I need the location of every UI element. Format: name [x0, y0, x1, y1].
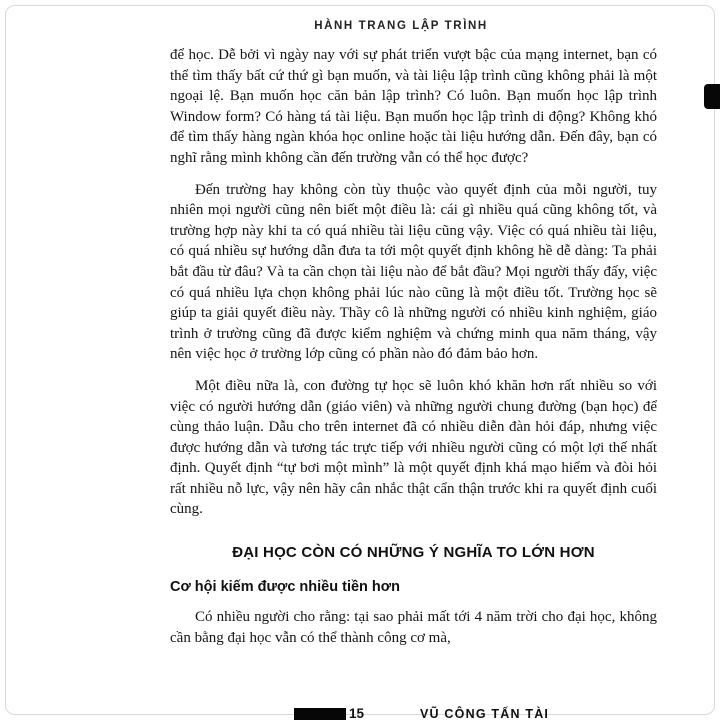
author-name: VŨ CÔNG TẤN TÀI: [420, 707, 550, 720]
scan-artifact-right-edge: [704, 84, 720, 109]
paragraph: Một điều nữa là, con đường tự học sẽ luôn khó khăn hơn rất nhiều so với việc có người hướng dẫn (giáo viên) và những người chung đường (bạn học) để cùng thảo luận. Dẫu cho trên internet đã có nhiều diễn đàn hỏi đáp, nhưng việc được hướng dẫn và tương tác trực tiếp với nhiều người cũng có một lợi thế nhất định. Quyết định “tự bơi một mình” là một quyết định khá mạo hiểm và đòi hỏi rất nhiều nỗ lực, vậy nên hãy cân nhắc thật cẩn thận trước khi ra quyết định cuối cùng.: [170, 377, 657, 518]
paragraph: Có nhiều người cho rằng: tại sao phải mất tới 4 năm trời cho đại học, không cần bằng đại học vẫn có thể thành công cơ mà,: [170, 609, 657, 646]
paragraph: Đến trường hay không còn tùy thuộc vào quyết định của mỗi người, tuy nhiên mọi người cũng nên biết một điều là: cái gì nhiều quá cũng không tốt, và trường hợp này khi ta có quá nhiều tài liệu cũng vậy. Việc có quá nhiều tài liệu, có quá nhiều sự hướng dẫn đưa ta tới một quyết định không hề dễ dàng: Ta phải bắt đầu từ đâu? Và ta cần chọn tài liệu nào để bắt đầu? Mọi người thấy đấy, việc có quá nhiều lựa chọn không phải lúc nào cũng là một điều tốt. Trường học sẽ giúp ta giải quyết điều này. Thầy cô là những người có nhiều kinh nghiệm, giáo trình ở trường cũng đã được kiểm nghiệm và chứng minh qua năm tháng, vậy nên việc học ở trường lớp cũng có phần nào đó đảm bảo hơn.: [170, 181, 657, 363]
section-heading: ĐẠI HỌC CÒN CÓ NHỮNG Ý NGHĨA TO LỚN HƠN: [232, 544, 595, 562]
body-text: [170, 45, 657, 659]
paragraph: để học. Dễ bởi vì ngày nay với sự phát triển vượt bậc của mạng internet, bạn có thể tìm thấy bất cứ thứ gì bạn muốn, và tài liệu lập trình cũng không phải là một ngoại lệ. Bạn muốn học căn bản lập trình? Có luôn. Bạn muốn học lập trình Window form? Có hàng tá tài liệu. Bạn muốn học lập trình di động? Không khó để tìm thấy hàng ngàn khóa học online hoặc tài liệu hướng dẫn. Đến đây, bạn có nghĩ rằng mình không cần đến trường vẫn có thể học được?: [170, 47, 657, 166]
page-number: 15: [349, 706, 365, 720]
sub-heading: Cơ hội kiếm được nhiều tiền hơn: [170, 578, 400, 595]
page-footer: [0, 706, 720, 720]
running-header: HÀNH TRANG LẬP TRÌNH: [314, 20, 488, 32]
